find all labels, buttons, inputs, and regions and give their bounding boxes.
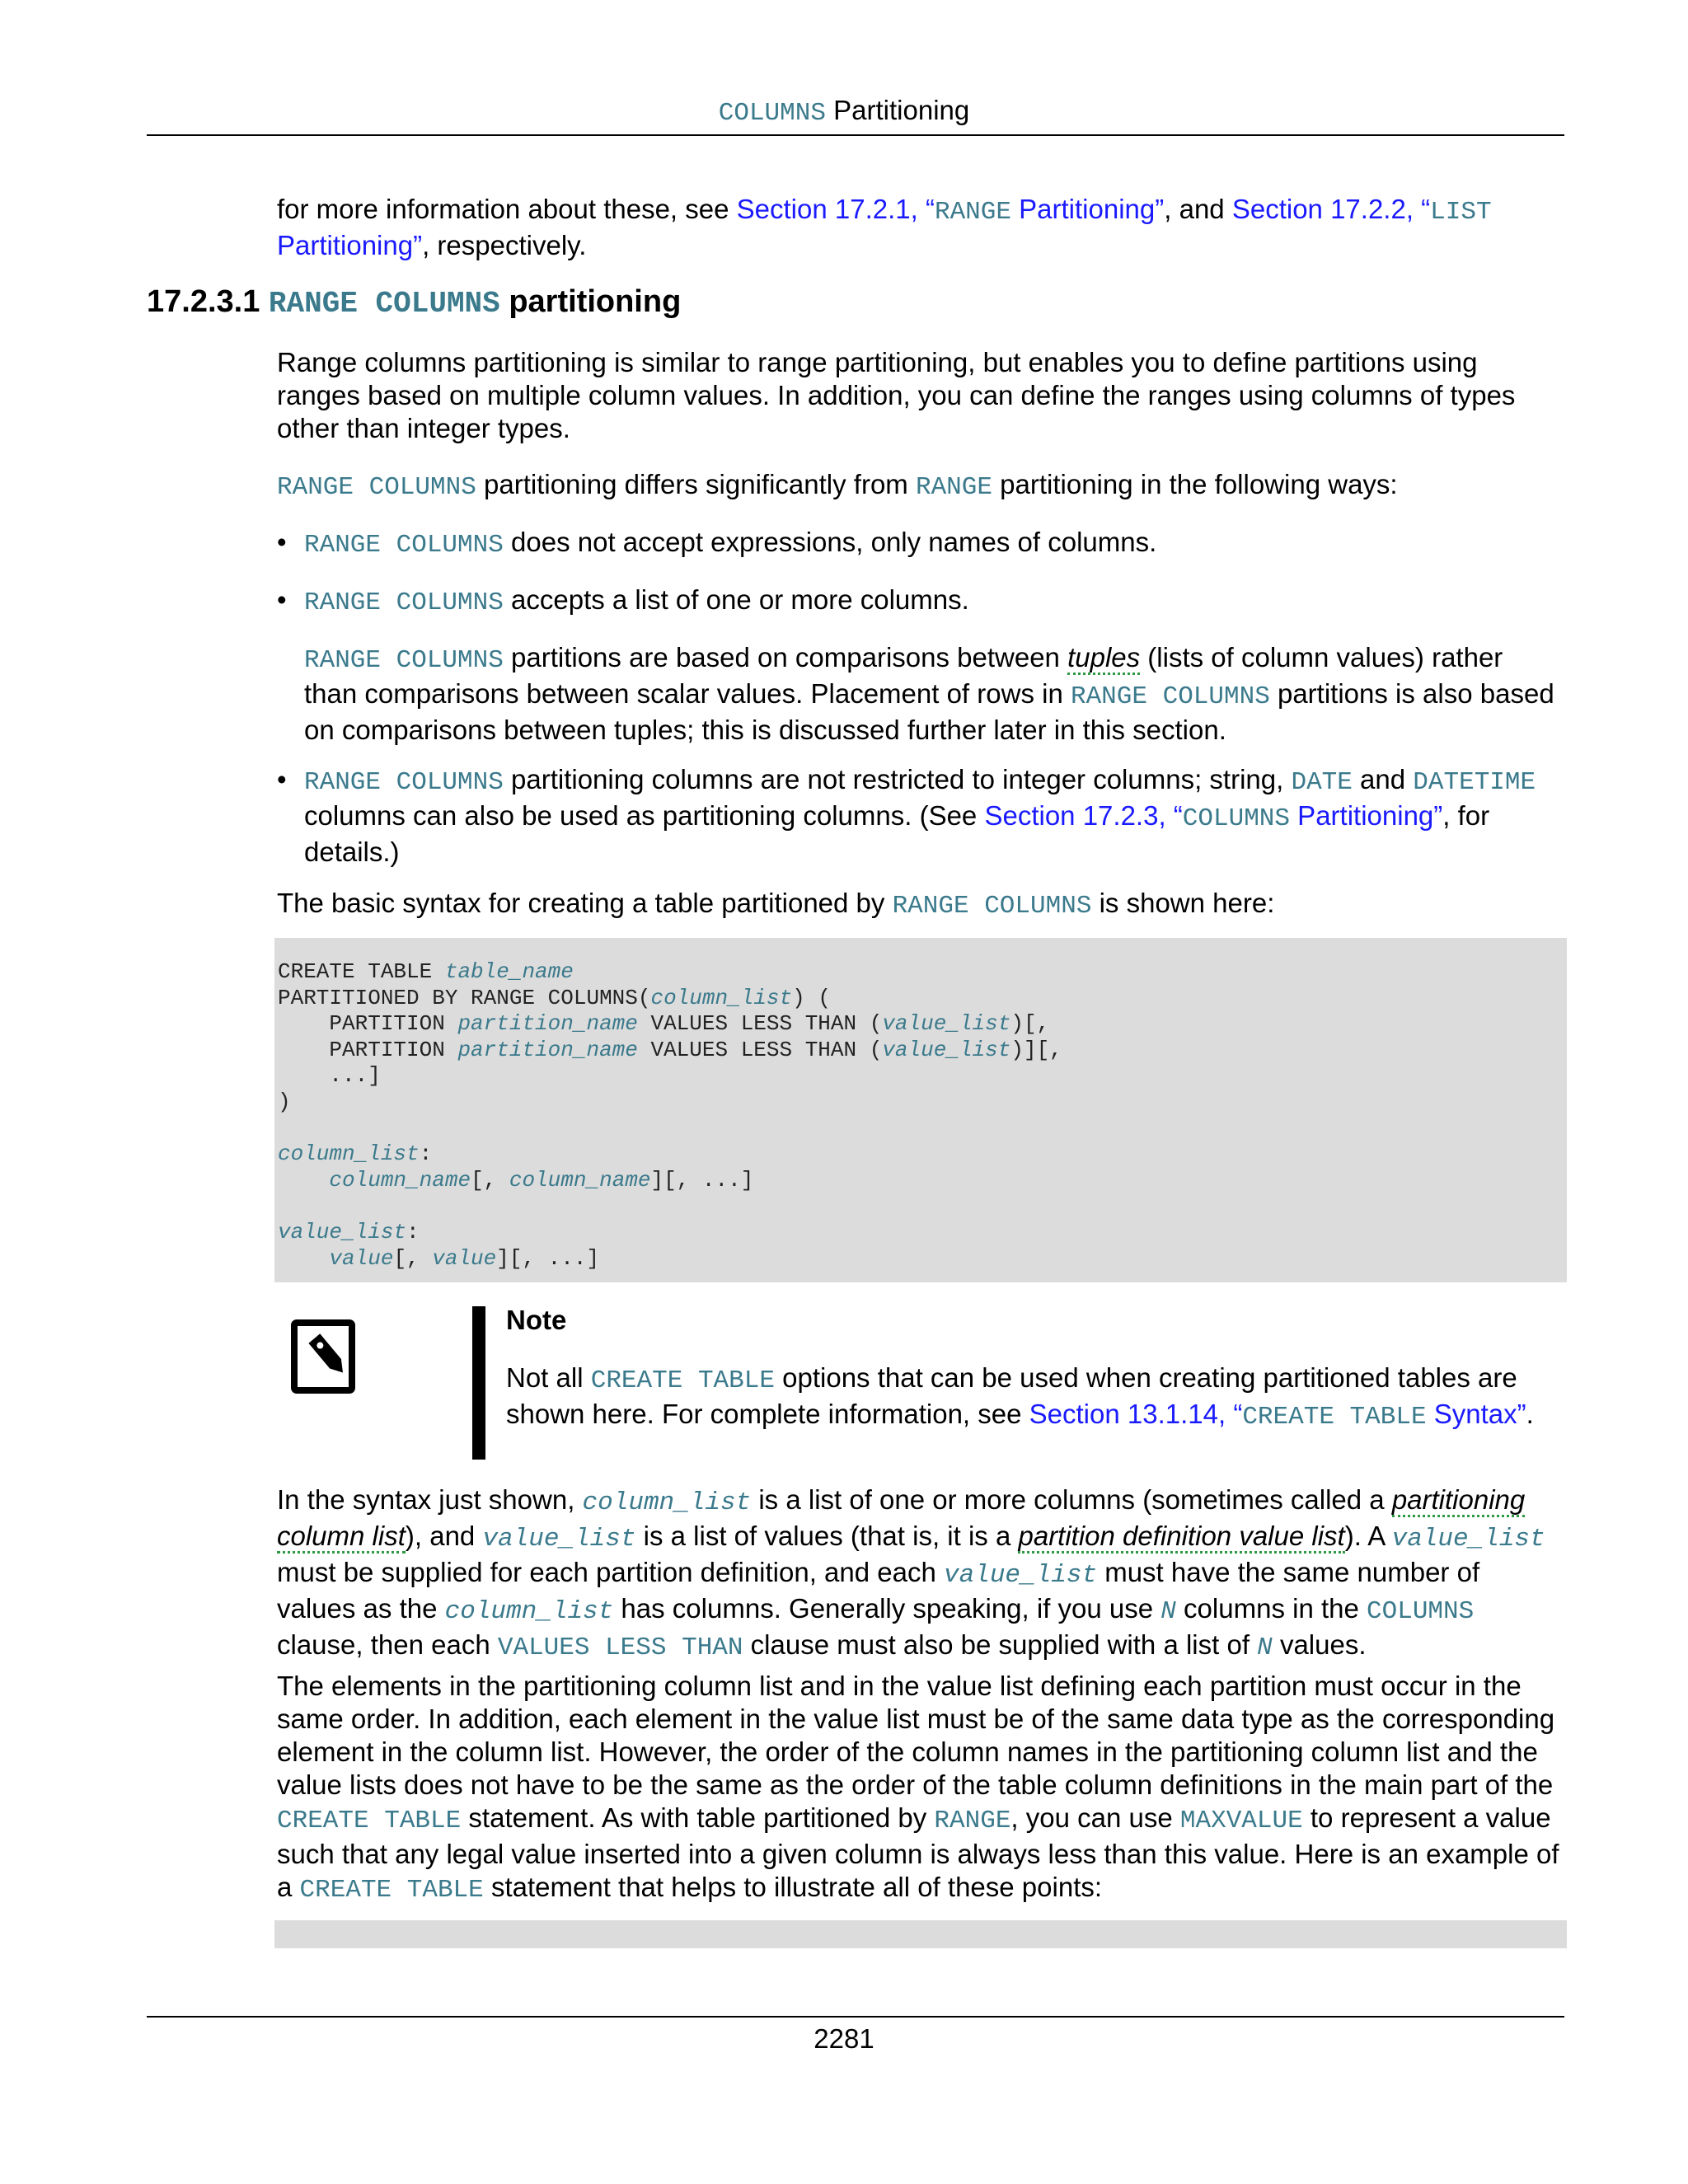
intro-text: for more information about these, see xyxy=(277,194,737,224)
inline-code: RANGE COLUMNS xyxy=(304,531,504,560)
inline-code: RANGE xyxy=(934,1807,1011,1835)
code-text: : xyxy=(419,1141,433,1167)
running-header xyxy=(0,94,1688,130)
link-text: Partitioning” xyxy=(277,230,423,260)
inline-code: RANGE COLUMNS xyxy=(304,588,504,617)
code-text: CREATE TABLE xyxy=(278,959,445,984)
text: is a list of values (that is, it is a xyxy=(635,1521,1019,1551)
text: , for details.) xyxy=(304,800,1490,867)
link-columns-partitioning[interactable] xyxy=(984,800,1442,831)
text: partitioning columns are not restricted to integer columns; string, xyxy=(503,764,1292,794)
inline-code-var: value_list xyxy=(944,1561,1098,1590)
code-text xyxy=(278,1168,329,1193)
heading-text: partitioning xyxy=(499,284,682,319)
header-title: Partitioning xyxy=(825,95,970,125)
inline-code: CREATE TABLE xyxy=(299,1876,484,1905)
code-var: column_list xyxy=(278,1141,420,1167)
text: partitions is also based on comparisons between tuples; this is discussed further later in this section. xyxy=(304,678,1554,745)
text: The elements in the partitioning column list and in the value list defining each partition must occur in the same order. In addition, each element in the value list must be of the same data type as the corresponding element in the column list. However, the order of the column names in the partitioning column list and the value lists does not have to be the same as the order of the table column definitions in the main part of the xyxy=(277,1671,1555,1800)
code-text: ) xyxy=(278,1089,291,1114)
link-code: COLUMNS xyxy=(1182,804,1291,833)
code-var: table_name xyxy=(444,959,574,984)
link-text: Section 17.2.3, “ xyxy=(984,800,1183,831)
code-text: [, xyxy=(393,1245,433,1271)
glossary-term-partition-definition-value-list[interactable]: partition definition value list xyxy=(1018,1521,1344,1554)
code-text: PARTITION xyxy=(278,1037,458,1062)
code-text: PARTITIONED BY RANGE COLUMNS( xyxy=(278,985,651,1010)
text: The basic syntax for creating a table partitioned by xyxy=(277,888,893,918)
link-text: Section 13.1.14, “ xyxy=(1029,1399,1243,1429)
bullet-dot: • xyxy=(277,584,287,615)
text: partitioning in the following ways: xyxy=(992,469,1398,499)
inline-code-var: column_list xyxy=(444,1597,614,1626)
text: is shown here: xyxy=(1091,888,1275,918)
inline-code-var: N xyxy=(1257,1633,1273,1662)
code-var: value xyxy=(329,1245,394,1271)
text: statement that helps to illustrate all of these points: xyxy=(483,1872,1103,1902)
inline-code: RANGE COLUMNS xyxy=(892,892,1092,921)
paragraph-element-order xyxy=(277,1670,1563,1907)
code-var: value_list xyxy=(278,1219,407,1244)
link-create-table-syntax[interactable] xyxy=(1029,1399,1526,1432)
note-bar xyxy=(472,1306,485,1460)
link-code: RANGE xyxy=(934,198,1011,227)
text: values. xyxy=(1272,1629,1367,1660)
code-text: PARTITION xyxy=(278,1011,458,1037)
bullet-dot: • xyxy=(277,527,287,557)
code-var: value_list xyxy=(882,1037,1011,1062)
text: , you can use xyxy=(1010,1802,1180,1833)
bullet-dot: • xyxy=(277,764,287,794)
inline-code: RANGE COLUMNS xyxy=(277,473,476,502)
text: (lists of column values) rather than comparisons between scalar values. Placement of rows in xyxy=(304,642,1503,709)
inline-code-var: value_list xyxy=(482,1525,636,1554)
code-listing xyxy=(278,959,1564,1272)
note-body xyxy=(506,1361,1561,1434)
glossary-term-tuples[interactable]: tuples xyxy=(1067,642,1140,675)
code-var: value xyxy=(432,1245,497,1271)
text: is a list of one or more columns (sometimes called a xyxy=(751,1484,1392,1515)
text: and xyxy=(1352,764,1414,794)
footer-rule xyxy=(147,2016,1564,2018)
paragraph-differences xyxy=(277,468,1563,504)
code-text: )[, xyxy=(1010,1011,1050,1037)
text: Not all xyxy=(506,1362,591,1393)
page-number: 2281 xyxy=(814,2023,874,2054)
note-icon xyxy=(290,1319,361,1396)
inline-code: COLUMNS xyxy=(1367,1597,1475,1626)
inline-code: CREATE TABLE xyxy=(590,1366,775,1395)
code-text: ) ( xyxy=(792,985,831,1010)
text: clause, then each xyxy=(277,1629,498,1660)
bullet-subparagraph xyxy=(304,641,1563,747)
text: to represent a value such that any legal value inserted into a given column is always less than this value. Here is an example of a xyxy=(277,1802,1559,1902)
text: options that can be used when creating partitioned tables are shown here. For complete information, see xyxy=(506,1362,1517,1429)
text: must have the same number of values as the xyxy=(277,1557,1480,1624)
paragraph-basic-syntax xyxy=(277,887,1563,923)
link-text: Section 17.2.2, “ xyxy=(1231,194,1431,224)
code-text: VALUES LESS THAN ( xyxy=(637,1037,883,1062)
text: columns can also be used as partitioning columns. (See xyxy=(304,800,985,831)
bullet-item xyxy=(277,763,1563,869)
code-text xyxy=(278,1246,329,1271)
header-rule xyxy=(147,134,1564,136)
syntax-code-block[interactable] xyxy=(274,938,1567,1282)
link-code: LIST xyxy=(1430,198,1492,227)
link-text: Partitioning” xyxy=(1290,800,1443,831)
section-heading xyxy=(147,284,681,322)
inline-code: RANGE xyxy=(915,473,992,502)
code-var: partition_name xyxy=(457,1037,638,1062)
code-text: ][, ...] xyxy=(650,1167,754,1193)
link-text: Partitioning” xyxy=(1010,194,1165,224)
inline-code: CREATE TABLE xyxy=(277,1807,462,1835)
code-var: column_name xyxy=(509,1167,651,1193)
bullet-item xyxy=(277,583,1563,620)
inline-code: MAXVALUE xyxy=(1179,1807,1303,1835)
code-text: ][, ...] xyxy=(496,1245,600,1271)
code-text: [, xyxy=(471,1167,509,1193)
inline-code: VALUES LESS THAN xyxy=(497,1633,743,1662)
code-text: )][, xyxy=(1010,1037,1062,1062)
intro-text: , respectively. xyxy=(422,230,587,260)
text: ). A xyxy=(1344,1521,1392,1551)
intro-paragraph xyxy=(277,193,1563,262)
inline-code: RANGE COLUMNS xyxy=(1070,682,1270,711)
code-var: partition_name xyxy=(457,1011,638,1037)
glossary-term-partitioning-column-list[interactable]: partitioning column list xyxy=(277,1484,1525,1554)
code-var: column_list xyxy=(650,985,793,1010)
text: columns in the xyxy=(1175,1593,1367,1624)
text: clause must also be supplied with a list of xyxy=(743,1629,1258,1660)
paragraph-range-columns-intro: Range columns partitioning is similar to range partitioning, but enables you to define partitions using ranges based on multiple column values. In addition, you can define the ranges using columns of types other than integer types. xyxy=(277,347,1516,443)
inline-code: RANGE COLUMNS xyxy=(304,646,504,675)
code-var: value_list xyxy=(882,1011,1011,1037)
code-text: ...] xyxy=(278,1063,381,1089)
text: has columns. Generally speaking, if you use xyxy=(613,1593,1161,1624)
code-text: : xyxy=(406,1219,420,1244)
text: . xyxy=(1526,1399,1534,1429)
section-number: 17.2.3.1 xyxy=(147,284,269,319)
code-text: VALUES LESS THAN ( xyxy=(637,1011,883,1037)
text: partitioning differs significantly from xyxy=(476,469,916,499)
link-text: Syntax” xyxy=(1426,1399,1526,1429)
link-range-partitioning[interactable] xyxy=(736,194,1165,227)
paragraph-syntax-explained xyxy=(277,1483,1563,1665)
text: does not accept expressions, only names of columns. xyxy=(503,527,1157,557)
inline-code-var: N xyxy=(1160,1597,1176,1626)
text: In the syntax just shown, xyxy=(277,1484,583,1515)
inline-code-var: value_list xyxy=(1391,1525,1545,1554)
text: ), and xyxy=(405,1521,483,1551)
link-code: CREATE TABLE xyxy=(1242,1403,1427,1432)
text: accepts a list of one or more columns. xyxy=(503,584,969,615)
inline-code: DATETIME xyxy=(1413,768,1536,797)
text: partitions are based on comparisons between xyxy=(503,642,1068,673)
header-code: COLUMNS xyxy=(718,99,826,128)
bullet-item xyxy=(277,526,1563,562)
text: must be supplied for each partition definition, and each xyxy=(277,1557,945,1587)
intro-text: , and xyxy=(1164,194,1232,224)
inline-code-var: column_list xyxy=(582,1488,752,1517)
example-code-block-start[interactable] xyxy=(274,1920,1567,1948)
inline-code: DATE xyxy=(1291,768,1353,797)
heading-code: RANGE COLUMNS xyxy=(268,287,500,321)
code-var: column_name xyxy=(329,1167,471,1193)
inline-code: RANGE COLUMNS xyxy=(304,768,504,797)
link-text: Section 17.2.1, “ xyxy=(736,194,935,224)
text: statement. As with table partitioned by xyxy=(461,1802,935,1833)
note-title: Note xyxy=(506,1305,567,1335)
